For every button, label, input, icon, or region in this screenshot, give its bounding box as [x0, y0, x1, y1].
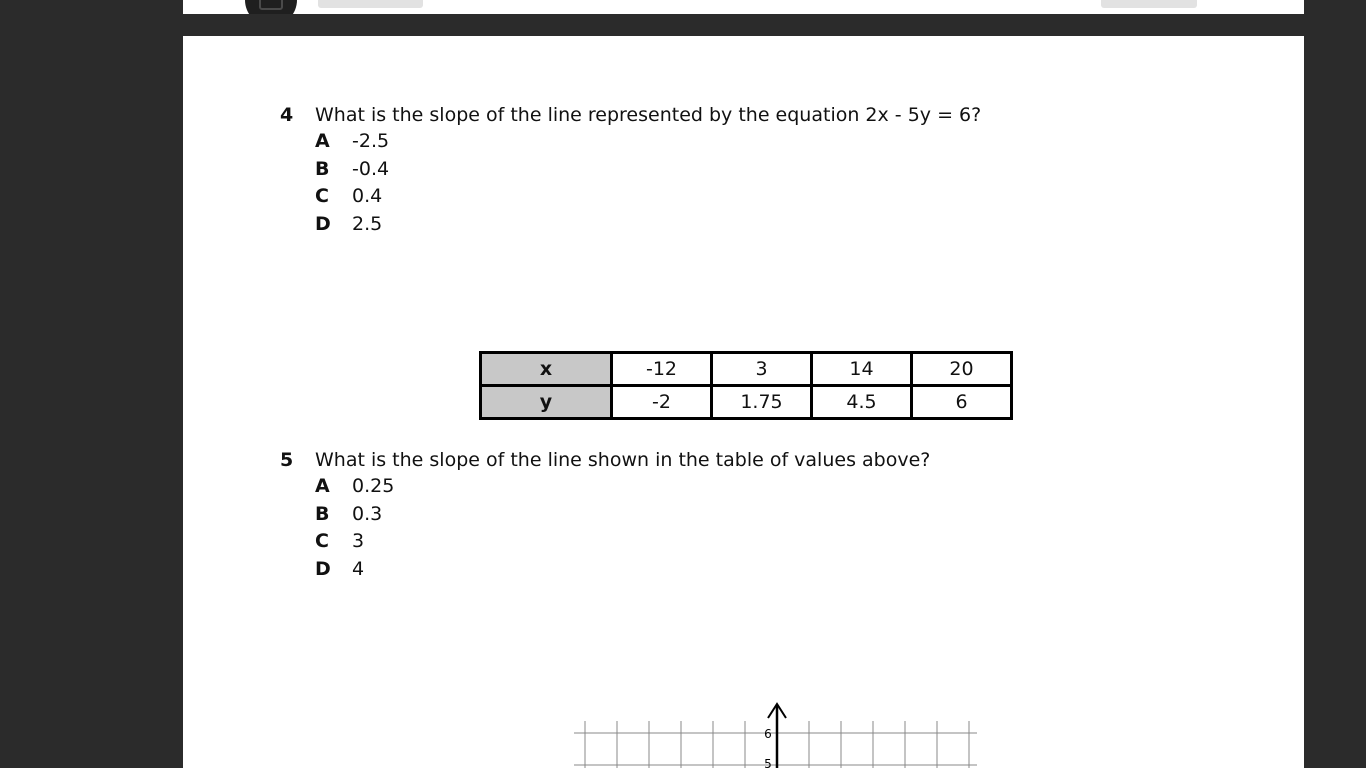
coordinate-grid — [571, 699, 981, 768]
choice-b — [315, 503, 930, 531]
choice-value: 0.3 — [352, 502, 383, 525]
table-cell: 4.5 — [812, 386, 912, 419]
question-number: 4 — [280, 104, 294, 126]
table-cell: 20 — [912, 353, 1012, 386]
document-page — [183, 36, 1304, 768]
question-5 — [280, 449, 930, 585]
choice-letter: A — [315, 475, 330, 497]
choice-d — [315, 213, 981, 241]
table-row-y — [481, 386, 1012, 419]
y-tick-label: 5 — [764, 757, 772, 768]
choice-d — [315, 558, 930, 586]
table-cell: 1.75 — [712, 386, 812, 419]
choice-value: 0.25 — [352, 475, 395, 497]
table-cell: -12 — [612, 353, 712, 386]
question-text: What is the slope of the line represented by the equation 2x - 5y = 6? — [315, 104, 982, 126]
choice-value: 2.5 — [352, 212, 383, 235]
table-cell: 3 — [712, 353, 812, 386]
table-header-x: x — [481, 353, 612, 386]
table-cell: 14 — [812, 353, 912, 386]
choice-value: 3 — [352, 530, 365, 552]
choice-letter: C — [315, 185, 329, 207]
answer-choices — [315, 475, 930, 585]
choice-letter: B — [315, 502, 330, 525]
header-title-partial — [318, 0, 423, 8]
table-cell: 6 — [912, 386, 1012, 419]
document-icon — [259, 0, 283, 10]
choice-letter: B — [315, 157, 330, 180]
question-text: What is the slope of the line shown in the table of values above? — [315, 449, 931, 471]
choice-value: 0.4 — [352, 185, 383, 207]
table-row-x — [481, 353, 1012, 386]
previous-page-strip — [183, 0, 1304, 14]
values-table — [479, 351, 1013, 420]
y-tick-label: 6 — [764, 727, 772, 741]
choice-letter: D — [315, 212, 331, 235]
choice-c — [315, 185, 981, 213]
table-header-y: y — [481, 386, 612, 419]
answer-choices — [315, 130, 981, 240]
question-4 — [280, 104, 981, 240]
choice-c — [315, 530, 930, 558]
header-meta-partial — [1101, 0, 1197, 8]
question-number: 5 — [280, 449, 294, 471]
choice-value: 4 — [352, 557, 365, 580]
choice-letter: A — [315, 130, 330, 152]
choice-a — [315, 130, 981, 158]
choice-b — [315, 158, 981, 186]
choice-a — [315, 475, 930, 503]
choice-letter: D — [315, 557, 331, 580]
choice-letter: C — [315, 530, 329, 552]
choice-value: -0.4 — [352, 157, 390, 180]
table-cell: -2 — [612, 386, 712, 419]
grid-lines — [574, 721, 977, 768]
choice-value: -2.5 — [352, 130, 390, 152]
